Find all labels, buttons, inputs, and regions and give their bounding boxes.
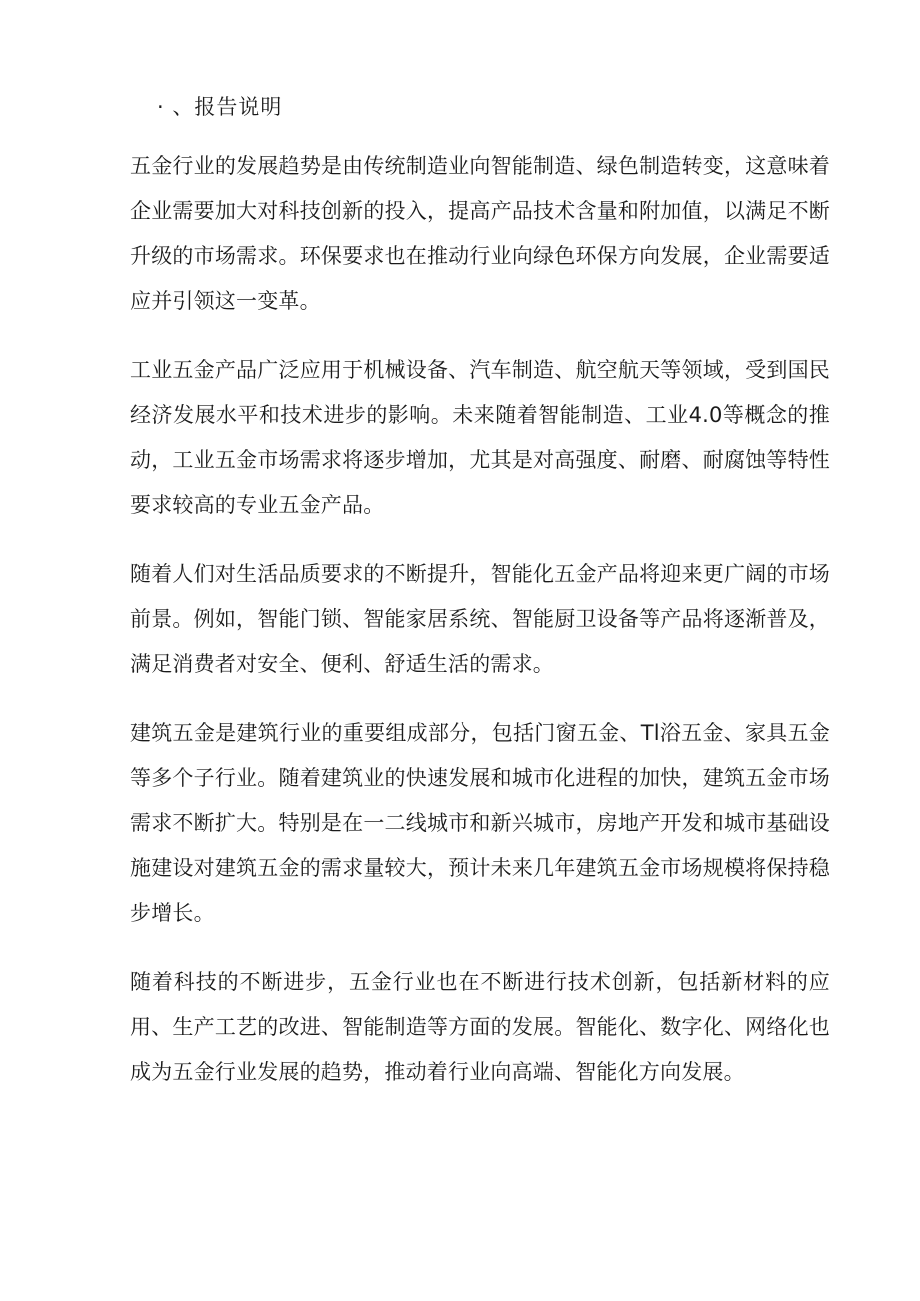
report-body xyxy=(130,144,830,1119)
paragraph-technology-innovation: 随着科技的不断进步，五金行业也在不断进行技术创新，包括新材料的应用、生产工艺的改进、智能制造等方面的发展。智能化、数字化、网络化也成为五金行业发展的趋势，推动着行业向高端、智能化方向发展。 xyxy=(130,970,830,1084)
paragraph-industry-trend: 五金行业的发展趋势是由传统制造业向智能制造、绿色制造转变，这意味着企业需要加大对科技创新的投入，提高产品技术含量和附加值，以满足不断升级的市场需求。环保要求也在推动行业向绿色环保方向发展，企业需要适应并引领这一变革。 xyxy=(130,154,830,313)
paragraph-industrial-hardware: 工业五金产品广泛应用于机械设备、汽车制造、航空航天等领域，受到国民经济发展水平和技术进步的影响。未来随着智能制造、工业4.0等概念的推动，工业五金市场需求将逐步增加，尤其是对高强度、耐磨、耐腐蚀等特性要求较高的专业五金产品。 xyxy=(130,358,830,517)
paragraph-construction-hardware: 建筑五金是建筑行业的重要组成部分，包括门窗五金、Tl浴五金、家具五金等多个子行业。随着建筑业的快速发展和城市化进程的加快，建筑五金市场需求不断扩大。特别是在一二线城市和新兴城市，房地产开发和城市基础设施建设对建筑五金的需求量较大，预计未来几年建筑五金市场规模将保持稳步增长。 xyxy=(130,721,830,925)
paragraph-smart-hardware: 随着人们对生活品质要求的不断提升，智能化五金产品将迎来更广阔的市场前景。例如，智能门锁、智能家居系统、智能厨卫设备等产品将逐渐普及，满足消费者对安全、便利、舒适生活的需求。 xyxy=(130,562,830,676)
section-heading: · 、报告说明 xyxy=(157,95,283,119)
